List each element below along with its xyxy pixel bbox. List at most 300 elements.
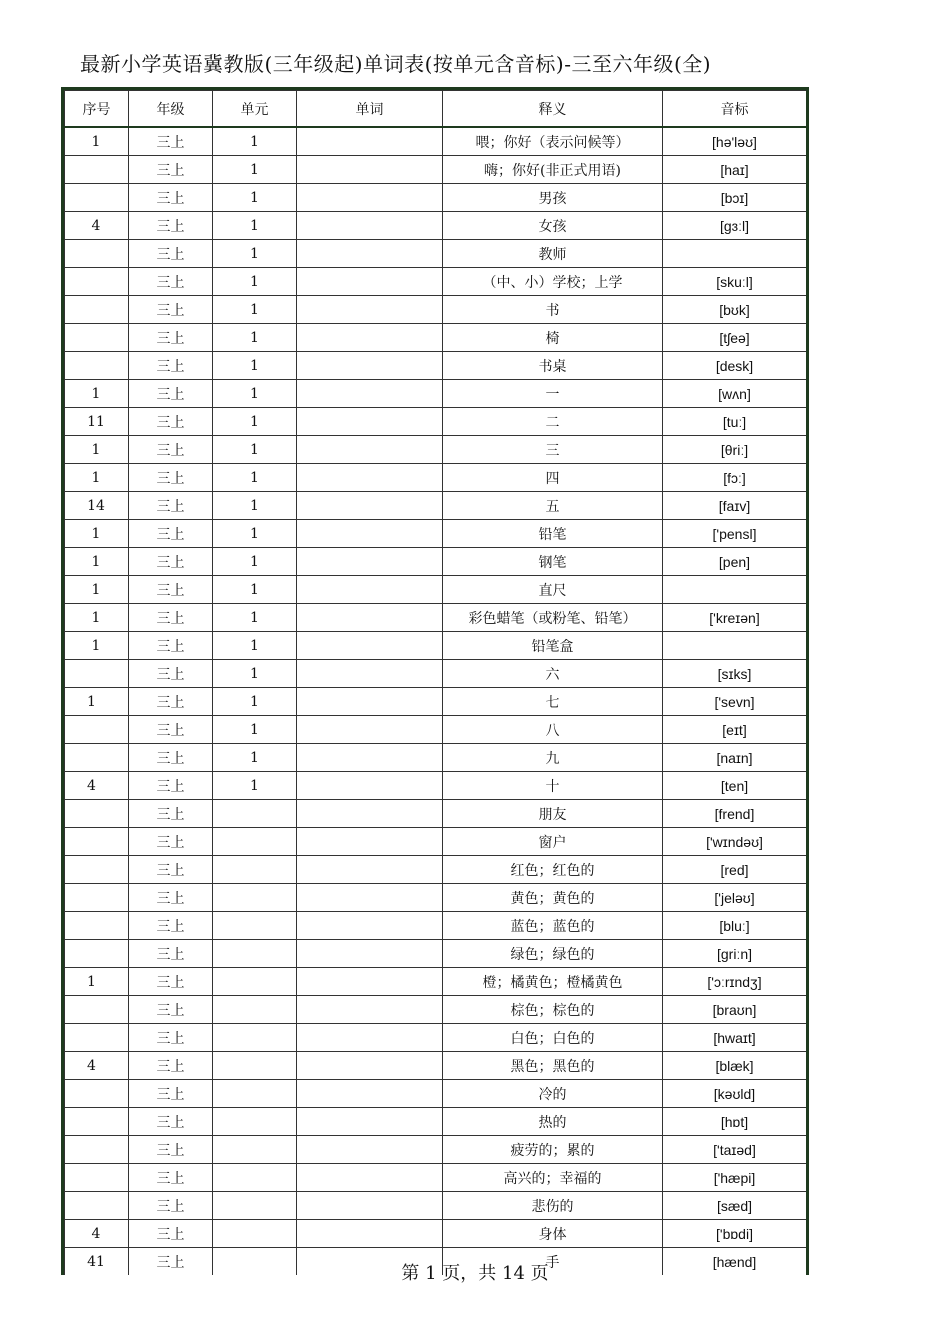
seq-value: 1 xyxy=(87,973,96,990)
cell-word xyxy=(297,436,443,464)
cell-unit: 1 xyxy=(213,660,297,688)
cell-seq xyxy=(65,380,129,408)
cell-phonetic: [bluː] xyxy=(663,912,807,940)
seq-value: 1 xyxy=(91,133,101,150)
cell-unit xyxy=(213,968,297,996)
cell-word xyxy=(297,884,443,912)
table-row xyxy=(65,744,807,772)
cell-phonetic: [red] xyxy=(663,856,807,884)
cell-phonetic xyxy=(663,240,807,268)
table-row xyxy=(65,408,807,436)
cell-seq xyxy=(65,127,129,156)
table-row xyxy=(65,1052,807,1080)
cell-phonetic: [bʊk] xyxy=(663,296,807,324)
cell-unit: 1 xyxy=(213,688,297,716)
cell-meaning: 七 xyxy=(443,688,663,716)
cell-unit xyxy=(213,800,297,828)
cell-word xyxy=(297,184,443,212)
cell-meaning: 教师 xyxy=(443,240,663,268)
cell-grade: 三上 xyxy=(129,492,213,520)
cell-meaning: 白色；白色的 xyxy=(443,1024,663,1052)
cell-unit xyxy=(213,1052,297,1080)
cell-unit: 1 xyxy=(213,604,297,632)
cell-phonetic: [gɜːl] xyxy=(663,212,807,240)
table-row xyxy=(65,1136,807,1164)
table-row xyxy=(65,884,807,912)
cell-meaning: 三 xyxy=(443,436,663,464)
cell-unit: 1 xyxy=(213,212,297,240)
cell-word xyxy=(297,268,443,296)
table-row xyxy=(65,184,807,212)
cell-meaning: 椅 xyxy=(443,324,663,352)
cell-seq xyxy=(65,352,129,380)
table-row xyxy=(65,212,807,240)
cell-seq xyxy=(65,604,129,632)
cell-meaning: 男孩 xyxy=(443,184,663,212)
cell-meaning: 钢笔 xyxy=(443,548,663,576)
cell-phonetic: ['kreɪən] xyxy=(663,604,807,632)
cell-phonetic: [haɪ] xyxy=(663,156,807,184)
cell-word xyxy=(297,464,443,492)
cell-word xyxy=(297,1220,443,1248)
cell-word xyxy=(297,380,443,408)
cell-meaning: （中、小）学校；上学 xyxy=(443,268,663,296)
cell-seq xyxy=(65,464,129,492)
cell-unit: 1 xyxy=(213,492,297,520)
cell-seq xyxy=(65,296,129,324)
header-seq: 序号 xyxy=(65,91,129,128)
cell-seq xyxy=(65,1024,129,1052)
table-row xyxy=(65,688,807,716)
cell-meaning: 橙；橘黄色；橙橘黄色 xyxy=(443,968,663,996)
cell-word xyxy=(297,968,443,996)
cell-grade: 三上 xyxy=(129,212,213,240)
cell-meaning: 手 xyxy=(443,1248,663,1276)
cell-meaning: 女孩 xyxy=(443,212,663,240)
cell-word xyxy=(297,156,443,184)
cell-seq xyxy=(65,492,129,520)
cell-phonetic xyxy=(663,576,807,604)
cell-seq xyxy=(65,1136,129,1164)
seq-value: 4 xyxy=(91,217,101,234)
table-row xyxy=(65,464,807,492)
cell-seq xyxy=(65,688,129,716)
header-unit: 单元 xyxy=(213,91,297,128)
table-row xyxy=(65,940,807,968)
cell-phonetic: [tuː] xyxy=(663,408,807,436)
cell-grade: 三上 xyxy=(129,968,213,996)
cell-phonetic: [skuːl] xyxy=(663,268,807,296)
cell-meaning: 冷的 xyxy=(443,1080,663,1108)
cell-unit xyxy=(213,1136,297,1164)
cell-unit: 1 xyxy=(213,436,297,464)
cell-seq xyxy=(65,632,129,660)
cell-unit xyxy=(213,912,297,940)
cell-meaning: 蓝色；蓝色的 xyxy=(443,912,663,940)
cell-phonetic: [braʊn] xyxy=(663,996,807,1024)
cell-meaning: 铅笔 xyxy=(443,520,663,548)
cell-unit: 1 xyxy=(213,548,297,576)
table-row xyxy=(65,268,807,296)
cell-grade: 三上 xyxy=(129,268,213,296)
cell-grade: 三上 xyxy=(129,184,213,212)
cell-phonetic: [θriː] xyxy=(663,436,807,464)
cell-seq xyxy=(65,856,129,884)
cell-grade: 三上 xyxy=(129,1052,213,1080)
cell-phonetic: ['pensl] xyxy=(663,520,807,548)
cell-phonetic: [bɔɪ] xyxy=(663,184,807,212)
cell-seq xyxy=(65,912,129,940)
seq-value: 4 xyxy=(87,1057,96,1074)
cell-phonetic: [ten] xyxy=(663,772,807,800)
cell-phonetic: ['jeləʊ] xyxy=(663,884,807,912)
cell-word xyxy=(297,296,443,324)
cell-seq xyxy=(65,1108,129,1136)
cell-grade: 三上 xyxy=(129,380,213,408)
cell-word xyxy=(297,212,443,240)
seq-value: 1 xyxy=(91,525,101,542)
cell-meaning: 一 xyxy=(443,380,663,408)
cell-meaning: 悲伤的 xyxy=(443,1192,663,1220)
table-row xyxy=(65,716,807,744)
seq-value: 1 xyxy=(91,469,101,486)
cell-seq xyxy=(65,996,129,1024)
cell-seq xyxy=(65,828,129,856)
table-row xyxy=(65,520,807,548)
table-row xyxy=(65,1024,807,1052)
cell-meaning: 四 xyxy=(443,464,663,492)
cell-unit xyxy=(213,856,297,884)
table-row xyxy=(65,828,807,856)
cell-meaning: 五 xyxy=(443,492,663,520)
header-phonetic: 音标 xyxy=(663,91,807,128)
seq-value: 1 xyxy=(91,385,101,402)
cell-seq xyxy=(65,212,129,240)
cell-unit: 1 xyxy=(213,576,297,604)
cell-grade: 三上 xyxy=(129,520,213,548)
cell-seq xyxy=(65,520,129,548)
cell-unit: 1 xyxy=(213,716,297,744)
cell-unit xyxy=(213,1164,297,1192)
table-row xyxy=(65,1080,807,1108)
cell-grade: 三上 xyxy=(129,436,213,464)
cell-phonetic: [sɪks] xyxy=(663,660,807,688)
cell-grade: 三上 xyxy=(129,548,213,576)
cell-seq xyxy=(65,940,129,968)
table-row xyxy=(65,156,807,184)
table-row xyxy=(65,324,807,352)
cell-grade: 三上 xyxy=(129,772,213,800)
cell-word xyxy=(297,716,443,744)
cell-phonetic xyxy=(663,632,807,660)
table-row xyxy=(65,856,807,884)
table-row xyxy=(65,800,807,828)
cell-meaning: 身体 xyxy=(443,1220,663,1248)
cell-meaning: 棕色；棕色的 xyxy=(443,996,663,1024)
cell-grade: 三上 xyxy=(129,884,213,912)
cell-grade: 三上 xyxy=(129,856,213,884)
cell-phonetic: [hɒt] xyxy=(663,1108,807,1136)
cell-meaning: 书 xyxy=(443,296,663,324)
cell-word xyxy=(297,1108,443,1136)
seq-value: 1 xyxy=(91,637,101,654)
seq-value: 1 xyxy=(87,693,96,710)
cell-seq xyxy=(65,576,129,604)
cell-word xyxy=(297,996,443,1024)
table-row xyxy=(65,968,807,996)
cell-seq xyxy=(65,1192,129,1220)
table-row xyxy=(65,1220,807,1248)
table-row xyxy=(65,352,807,380)
seq-value: 4 xyxy=(91,1225,101,1242)
cell-phonetic: ['sevn] xyxy=(663,688,807,716)
seq-value: 4 xyxy=(87,777,96,794)
cell-phonetic: ['hæpi] xyxy=(663,1164,807,1192)
cell-phonetic: [faɪv] xyxy=(663,492,807,520)
cell-phonetic: [blæk] xyxy=(663,1052,807,1080)
cell-word xyxy=(297,492,443,520)
cell-seq xyxy=(65,324,129,352)
cell-seq xyxy=(65,1220,129,1248)
cell-grade: 三上 xyxy=(129,660,213,688)
cell-unit: 1 xyxy=(213,156,297,184)
cell-unit xyxy=(213,996,297,1024)
cell-seq xyxy=(65,744,129,772)
cell-unit xyxy=(213,884,297,912)
cell-meaning: 铅笔盒 xyxy=(443,632,663,660)
cell-grade: 三上 xyxy=(129,464,213,492)
cell-unit: 1 xyxy=(213,127,297,156)
cell-grade: 三上 xyxy=(129,296,213,324)
cell-seq xyxy=(65,1052,129,1080)
table-row xyxy=(65,127,807,156)
cell-seq xyxy=(65,884,129,912)
cell-meaning: 热的 xyxy=(443,1108,663,1136)
cell-word xyxy=(297,660,443,688)
cell-word xyxy=(297,688,443,716)
table-body xyxy=(65,127,807,1275)
cell-unit: 1 xyxy=(213,464,297,492)
cell-meaning: 红色；红色的 xyxy=(443,856,663,884)
cell-phonetic: [griːn] xyxy=(663,940,807,968)
cell-seq xyxy=(65,772,129,800)
cell-meaning: 六 xyxy=(443,660,663,688)
cell-seq xyxy=(65,968,129,996)
cell-word xyxy=(297,744,443,772)
cell-unit: 1 xyxy=(213,380,297,408)
cell-grade: 三上 xyxy=(129,744,213,772)
cell-grade: 三上 xyxy=(129,800,213,828)
seq-value: 11 xyxy=(87,413,105,430)
cell-word xyxy=(297,408,443,436)
cell-unit: 1 xyxy=(213,408,297,436)
cell-grade: 三上 xyxy=(129,716,213,744)
cell-seq xyxy=(65,184,129,212)
cell-unit: 1 xyxy=(213,296,297,324)
cell-meaning: 八 xyxy=(443,716,663,744)
cell-phonetic: [naɪn] xyxy=(663,744,807,772)
cell-grade: 三上 xyxy=(129,1220,213,1248)
cell-grade: 三上 xyxy=(129,688,213,716)
cell-phonetic: [hænd] xyxy=(663,1248,807,1276)
cell-grade: 三上 xyxy=(129,1164,213,1192)
cell-unit xyxy=(213,1080,297,1108)
seq-value: 14 xyxy=(87,497,105,514)
cell-unit: 1 xyxy=(213,268,297,296)
table-row xyxy=(65,604,807,632)
cell-meaning: 高兴的；幸福的 xyxy=(443,1164,663,1192)
cell-unit: 1 xyxy=(213,772,297,800)
header-word: 单词 xyxy=(297,91,443,128)
cell-grade: 三上 xyxy=(129,1136,213,1164)
cell-word xyxy=(297,324,443,352)
cell-phonetic: [hwaɪt] xyxy=(663,1024,807,1052)
cell-word xyxy=(297,912,443,940)
cell-unit: 1 xyxy=(213,632,297,660)
cell-grade: 三上 xyxy=(129,352,213,380)
header-grade: 年级 xyxy=(129,91,213,128)
cell-meaning: 二 xyxy=(443,408,663,436)
cell-unit: 1 xyxy=(213,352,297,380)
cell-word xyxy=(297,1052,443,1080)
vocabulary-table xyxy=(64,90,807,1275)
cell-meaning: 朋友 xyxy=(443,800,663,828)
header-meaning: 释义 xyxy=(443,91,663,128)
cell-seq xyxy=(65,436,129,464)
cell-word xyxy=(297,1080,443,1108)
table-row xyxy=(65,772,807,800)
cell-seq xyxy=(65,548,129,576)
cell-seq xyxy=(65,1080,129,1108)
cell-meaning: 黄色；黄色的 xyxy=(443,884,663,912)
cell-meaning: 黑色；黑色的 xyxy=(443,1052,663,1080)
seq-value: 41 xyxy=(87,1253,105,1270)
cell-seq xyxy=(65,800,129,828)
cell-phonetic: [fɔː] xyxy=(663,464,807,492)
cell-word xyxy=(297,604,443,632)
cell-grade: 三上 xyxy=(129,1248,213,1276)
cell-unit xyxy=(213,1108,297,1136)
table-row xyxy=(65,912,807,940)
cell-grade: 三上 xyxy=(129,1024,213,1052)
table-header xyxy=(65,91,807,128)
cell-meaning: 书桌 xyxy=(443,352,663,380)
table-row xyxy=(65,576,807,604)
cell-word xyxy=(297,548,443,576)
document-title: 最新小学英语冀教版(三年级起)单词表(按单元含音标)-三至六年级(全) xyxy=(80,52,712,76)
cell-word xyxy=(297,940,443,968)
cell-phonetic: [wʌn] xyxy=(663,380,807,408)
cell-grade: 三上 xyxy=(129,632,213,660)
cell-phonetic: [kəʊld] xyxy=(663,1080,807,1108)
table-row xyxy=(65,660,807,688)
cell-phonetic: [sæd] xyxy=(663,1192,807,1220)
cell-unit: 1 xyxy=(213,240,297,268)
cell-grade: 三上 xyxy=(129,604,213,632)
table-row xyxy=(65,1164,807,1192)
table-row xyxy=(65,1192,807,1220)
cell-grade: 三上 xyxy=(129,1108,213,1136)
table-row xyxy=(65,492,807,520)
vocabulary-table-frame xyxy=(61,87,809,1275)
cell-meaning: 九 xyxy=(443,744,663,772)
cell-word xyxy=(297,856,443,884)
cell-seq xyxy=(65,716,129,744)
table-row xyxy=(65,996,807,1024)
cell-grade: 三上 xyxy=(129,1080,213,1108)
cell-phonetic: [desk] xyxy=(663,352,807,380)
cell-unit: 1 xyxy=(213,184,297,212)
table-row xyxy=(65,548,807,576)
cell-grade: 三上 xyxy=(129,940,213,968)
cell-phonetic: [frend] xyxy=(663,800,807,828)
cell-grade: 三上 xyxy=(129,240,213,268)
seq-value: 1 xyxy=(91,553,101,570)
cell-seq xyxy=(65,240,129,268)
cell-phonetic: [pen] xyxy=(663,548,807,576)
cell-word xyxy=(297,828,443,856)
page-footer: 第 1 页，共 14 页 xyxy=(401,1263,549,1284)
header-row xyxy=(65,91,807,128)
table-row xyxy=(65,380,807,408)
cell-phonetic: [eɪt] xyxy=(663,716,807,744)
seq-value: 1 xyxy=(91,581,101,598)
cell-seq xyxy=(65,660,129,688)
cell-word xyxy=(297,520,443,548)
cell-grade: 三上 xyxy=(129,996,213,1024)
cell-grade: 三上 xyxy=(129,127,213,156)
cell-grade: 三上 xyxy=(129,408,213,436)
cell-unit: 1 xyxy=(213,520,297,548)
cell-meaning: 窗户 xyxy=(443,828,663,856)
cell-meaning: 直尺 xyxy=(443,576,663,604)
cell-word xyxy=(297,800,443,828)
cell-word xyxy=(297,1192,443,1220)
cell-grade: 三上 xyxy=(129,1192,213,1220)
cell-phonetic: [tʃeə] xyxy=(663,324,807,352)
table-row xyxy=(65,632,807,660)
seq-value: 1 xyxy=(91,441,101,458)
cell-seq xyxy=(65,156,129,184)
cell-unit xyxy=(213,940,297,968)
cell-phonetic: [hə'ləʊ] xyxy=(663,127,807,156)
cell-grade: 三上 xyxy=(129,576,213,604)
cell-meaning: 疲劳的；累的 xyxy=(443,1136,663,1164)
cell-word xyxy=(297,1024,443,1052)
cell-phonetic: ['bɒdi] xyxy=(663,1220,807,1248)
cell-unit xyxy=(213,828,297,856)
cell-seq xyxy=(65,1164,129,1192)
cell-seq xyxy=(65,268,129,296)
cell-word xyxy=(297,772,443,800)
cell-word xyxy=(297,632,443,660)
cell-seq xyxy=(65,408,129,436)
table-row xyxy=(65,436,807,464)
cell-phonetic: ['wɪndəʊ] xyxy=(663,828,807,856)
cell-word xyxy=(297,576,443,604)
table-row xyxy=(65,240,807,268)
cell-unit xyxy=(213,1220,297,1248)
cell-word xyxy=(297,1164,443,1192)
cell-phonetic: ['ɔːrɪndʒ] xyxy=(663,968,807,996)
cell-word xyxy=(297,127,443,156)
cell-meaning: 喂；你好（表示问候等） xyxy=(443,127,663,156)
cell-unit: 1 xyxy=(213,744,297,772)
cell-meaning: 嗨；你好(非正式用语) xyxy=(443,156,663,184)
cell-grade: 三上 xyxy=(129,828,213,856)
cell-grade: 三上 xyxy=(129,324,213,352)
cell-unit xyxy=(213,1024,297,1052)
